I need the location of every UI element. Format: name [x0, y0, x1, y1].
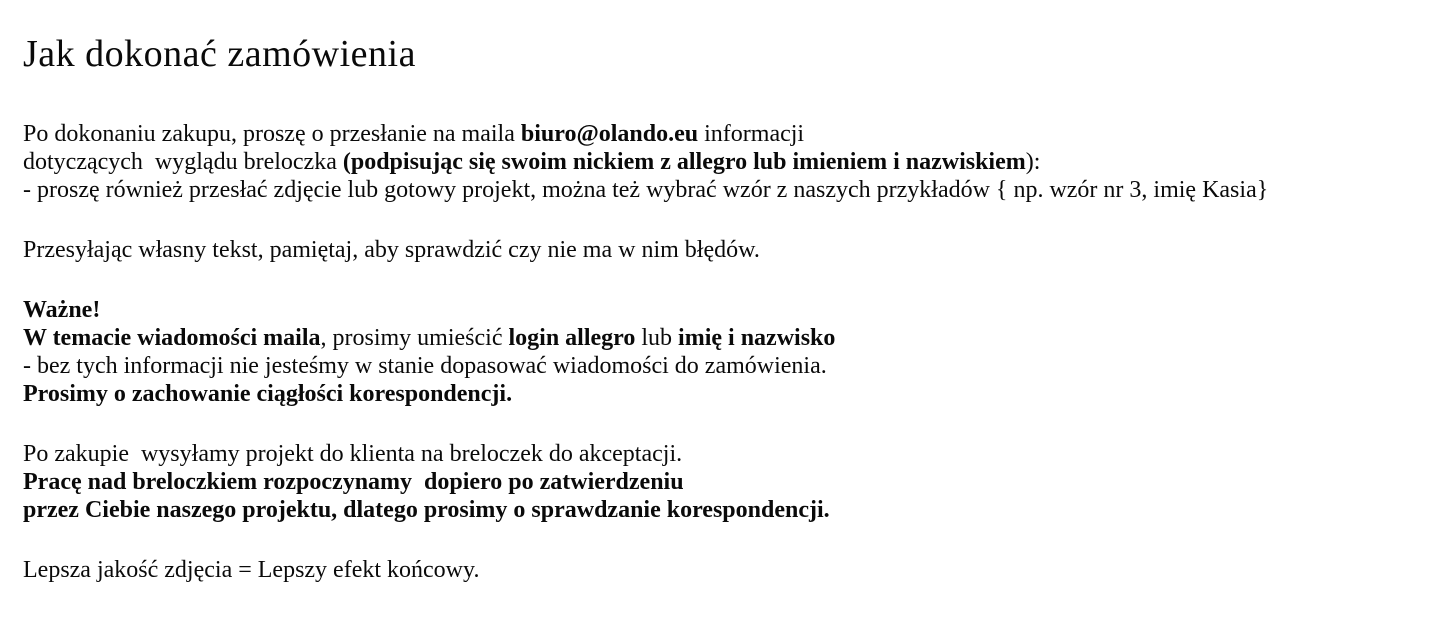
intro-line-photo-project: - proszę również przesłać zdjęcie lub gotowy projekt, można też wybrać wzór z naszych przykładów { np. wzór nr 3, imię Kasia} [23, 177, 1269, 203]
approval-line-send-project: Po zakupie wysyłamy projekt do klienta na breloczek do akceptacji. [23, 441, 683, 467]
intro-line-signature: dotyczących wyglądu breloczka (podpisując się swoim nickiem z allegro lub imieniem i nazwiskiem): [23, 149, 1041, 175]
reminder-line: Przesyłając własny tekst, pamiętaj, aby sprawdzić czy nie ma w nim błędów. [23, 237, 760, 263]
page-title: Jak dokonać zamówienia [23, 33, 416, 75]
paragraph-closing [23, 556, 1416, 584]
important-line-continuity: Prosimy o zachowanie ciągłości korespondencji. [23, 381, 513, 407]
paragraph-reminder [23, 236, 1416, 264]
important-line-subject: W temacie wiadomości maila, prosimy umieścić login allegro lub imię i nazwisko [23, 325, 836, 351]
paragraph-intro [23, 120, 1416, 204]
approval-line-check-mail: przez Ciebie naszego projektu, dlatego prosimy o sprawdzanie korespondencji. [23, 497, 830, 523]
intro-line-email: Po dokonaniu zakupu, proszę o przesłanie na maila biuro@olando.eu informacji [23, 121, 805, 147]
important-heading: Ważne! [23, 297, 101, 323]
approval-line-work-starts: Pracę nad breloczkiem rozpoczynamy dopiero po zatwierdzeniu [23, 469, 684, 495]
paragraph-approval [23, 440, 1416, 524]
closing-line-quality: Lepsza jakość zdjęcia = Lepszy efekt końcowy. [23, 557, 480, 583]
paragraph-important [23, 296, 1416, 408]
important-line-no-info: - bez tych informacji nie jesteśmy w stanie dopasować wiadomości do zamówienia. [23, 353, 827, 379]
